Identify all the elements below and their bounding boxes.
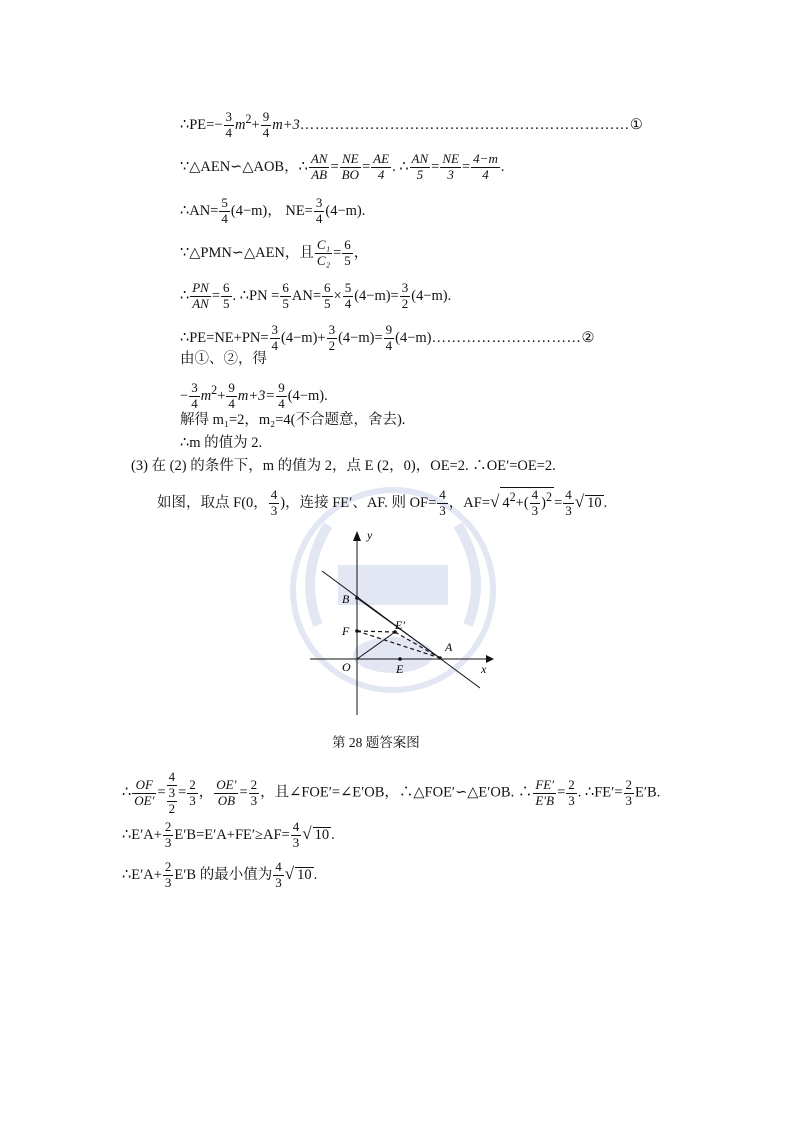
inequality-line: ∴E′A+ $\frac{2}{3}$ E′B=E′A+FE′≥AF= $\frac{4}{3}$ √ 10 . — [122, 819, 335, 850]
fraction: $\frac{6}{5}$ — [344, 237, 351, 268]
label-a: A — [445, 640, 453, 654]
figure-caption: 第 28 题答案图 — [332, 735, 420, 750]
segment-fe1-dashed — [357, 631, 395, 632]
radicand: 10 — [587, 494, 602, 511]
point-f-construction: 如图，取点 F(0， $\frac{4}{3}$ )，连接 FE′、AF. 则 OF= $\frac{4}{3}$ ，AF=√ $4^2+$( $\frac{4}{3}$ )$^2$ = $\frac{4}{3}$ √ 10 . — [157, 487, 608, 518]
part-3-intro: (3) 在 (2) 的条件下，m 的值为 2，点 E (2，0)，OE=2. ∴OE′=OE=2. — [131, 458, 556, 474]
fraction: $\frac{2}{3}$ — [568, 776, 575, 808]
fraction: $\frac{4}{3}$ — [275, 859, 282, 890]
marker-1: ① — [629, 116, 643, 133]
point-b — [355, 596, 359, 600]
point-e — [398, 657, 402, 661]
fraction: $\frac{OE'}{OB}$ — [216, 776, 237, 808]
similar-triangles-pmn-aen: ∵△PMN∽△AEN，且 $\frac{\text{C₁}}{\text{C₂}}$ = $\frac{6}{5}$ ， — [180, 237, 369, 268]
fraction: $\frac{4}{3}$ — [531, 487, 539, 518]
radical-sign: √ — [284, 863, 295, 883]
geometry-figure — [300, 525, 500, 720]
similar-triangles-aen-aob: ∵△AEN∽△AOB，∴ $\frac{AN}{AB}$ = $\frac{NE}{BO}$ = $\frac{AE}{4}$ . ∴ $\frac{AN}{5}$ = $\frac{NE}{3}$ = $\frac{4-m}{4}$ . — [180, 151, 505, 182]
marker-2: ② — [581, 329, 595, 346]
radical-sign: √ — [490, 491, 500, 511]
radicand: 10 — [297, 866, 312, 883]
text: ∴PE=− — [180, 116, 223, 133]
fraction: $\frac{9}{4}$ — [228, 380, 235, 411]
y-axis-arrow — [353, 531, 361, 541]
minimum-value-line: ∴E′A+ $\frac{2}{3}$ E′B 的最小值为 $\frac{4}{3}$ √ 10 . — [122, 859, 318, 890]
fraction: $\frac{3}{4}$ — [191, 380, 198, 411]
label-f: F — [342, 624, 350, 638]
solution-text: 解得 m₁=2，m₂=4(不合题意，舍去). — [180, 412, 406, 428]
label-e: E — [396, 662, 404, 676]
radicand: 10 — [314, 826, 330, 843]
radical-sign: √ — [302, 823, 312, 843]
an-ne-expressions: ∴AN= $\frac{5}{4}$ (4−m)， NE= $\frac{3}{4}$ (4−m). — [180, 195, 366, 226]
x-axis-arrow — [486, 655, 494, 663]
compound-fraction: 4 3 2 — [168, 769, 176, 816]
fraction: $\frac{5}{4}$ — [344, 280, 352, 311]
fraction: $\frac{9}{4}$ — [385, 322, 393, 353]
label-x: x — [481, 662, 487, 676]
fraction: $\frac{2}{3}$ — [164, 819, 172, 850]
fraction: $\frac{6}{5}$ — [223, 280, 230, 311]
label-b: B — [342, 592, 350, 606]
fraction: $\frac{AE}{4}$ — [373, 151, 390, 182]
fraction: $\frac{4}{3}$ — [565, 487, 572, 518]
fraction: $\frac{2}{3}$ — [164, 859, 172, 890]
segment-e1a-dashed — [395, 632, 440, 658]
equation-pe-1: ∴PE=− $\frac{3}{4}$ $m^2+$ $\frac{9}{4}$ m+3…………………………………………………………① — [180, 109, 643, 140]
fraction: $\frac{6}{5}$ — [282, 280, 289, 311]
fraction: $\frac{5}{4}$ — [221, 195, 228, 226]
fraction: $\frac{6}{5}$ — [324, 280, 331, 311]
combine-text: 由①、②，得 — [180, 351, 267, 367]
fraction: $\frac{4}{3}$ — [439, 487, 446, 518]
combined-equation: − $\frac{3}{4}$ $m^2+$ $\frac{9}{4}$ m+3= $\frac{9}{4}$ (4−m). — [180, 380, 328, 411]
radical-sign: √ — [574, 491, 585, 511]
fraction: $\frac{3}{4}$ — [315, 195, 323, 226]
fraction: $\frac{4}{3}$ — [292, 819, 300, 850]
fraction: $\frac{FE'}{E'B}$ — [535, 776, 555, 808]
point-f — [355, 629, 359, 633]
pn-expression: ∴ $\frac{PN}{AN}$ = $\frac{6}{5}$ . ∴PN = $\frac{6}{5}$ AN= $\frac{6}{5}$ × $\frac{5}{4}$ (4−m)= $\frac{3}{2}$ (4−m). — [180, 280, 452, 311]
similarity-ratio-line: ∴ $\frac{OF}{OE'}$ = 4 3 2 = $\frac{2}{3}$ ， $\frac{OE'}{OB}$ = $\frac{2}{3}$ ，且∠FOE′=∠E′OB，∴△FOE′∽△E′OB. ∴ $\frac{FE'}{E'B}$ = $\frac{2}{3}$ . ∴FE′= $\frac{2}{3}$ E′B. — [122, 769, 661, 816]
fraction: $\frac{2}{3}$ — [625, 776, 632, 808]
fraction: $\frac{AN}{AB}$ — [310, 151, 328, 182]
fraction: $\frac{2}{3}$ — [250, 776, 258, 808]
fraction: $\frac{9}{4}$ — [278, 380, 285, 411]
fraction: $\frac{4-m}{4}$ — [473, 151, 498, 182]
fraction: $\frac{NE}{3}$ — [442, 151, 459, 182]
label-y: y — [367, 528, 373, 542]
fraction: $\frac{PN}{AN}$ — [192, 280, 209, 311]
fraction: $\frac{3}{4}$ — [271, 322, 279, 353]
point-a — [438, 656, 442, 660]
fraction: $\frac{2}{3}$ — [189, 776, 196, 808]
fraction: $\frac{4}{3}$ — [270, 487, 278, 518]
fraction: $\frac{9}{4}$ — [262, 109, 270, 140]
radicand: $4^2+$( $\frac{4}{3}$ )$^2$ — [502, 487, 553, 518]
fraction: $\frac{3}{2}$ — [328, 322, 336, 353]
fraction: $\frac{OF}{OE'}$ — [134, 776, 155, 808]
segment-oe1 — [357, 632, 395, 659]
label-o: O — [342, 660, 351, 674]
m-value-text: ∴m 的值为 2. — [180, 435, 263, 451]
equation-pe-2: ∴PE=NE+PN= $\frac{3}{4}$ (4−m)+ $\frac{3}{2}$ (4−m)= $\frac{9}{4}$ (4−m)…………………………② — [180, 322, 595, 353]
fraction: $\frac{3}{2}$ — [401, 280, 409, 311]
fraction: $\frac{\text{C₁}}{\text{C₂}}$ — [316, 237, 331, 268]
fraction: $\frac{AN}{5}$ — [411, 151, 429, 182]
fraction: $\frac{3}{4}$ — [225, 109, 233, 140]
segment-fa-dashed — [357, 631, 440, 658]
label-e1: E′ — [395, 618, 405, 632]
fraction: $\frac{NE}{BO}$ — [341, 151, 359, 182]
